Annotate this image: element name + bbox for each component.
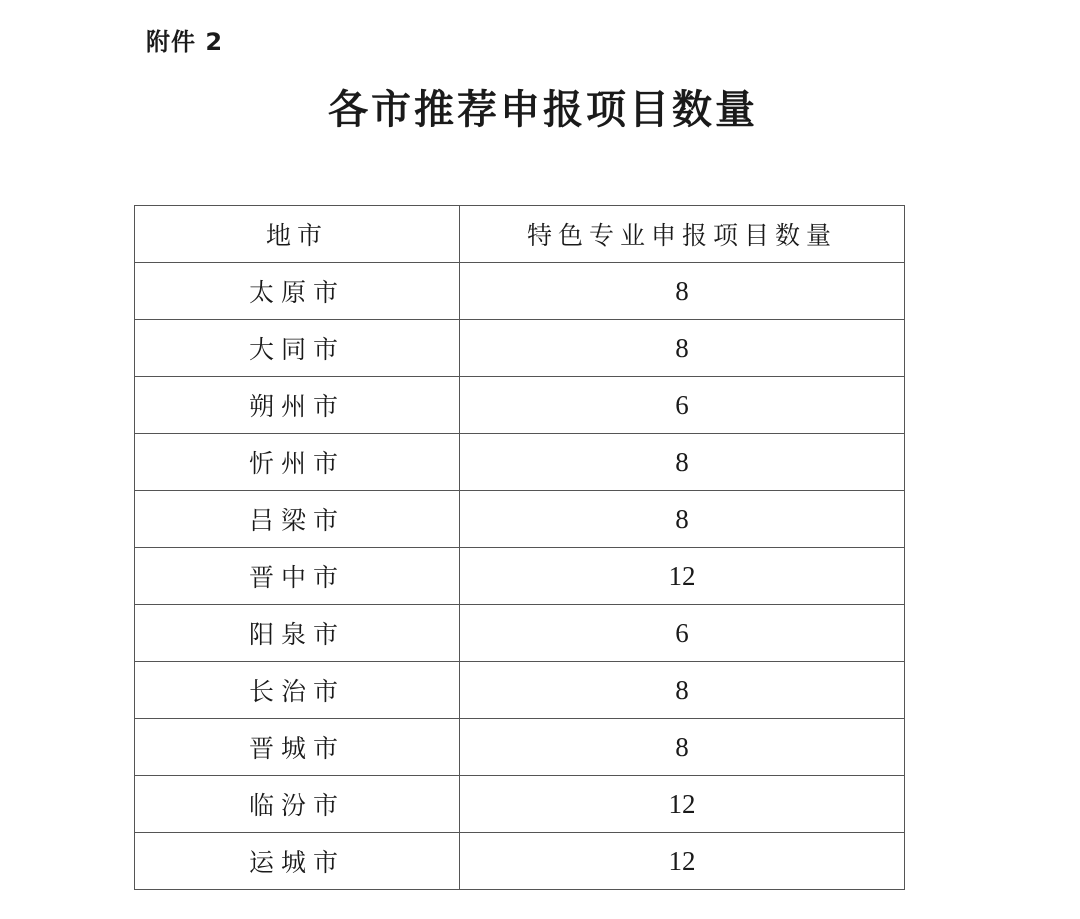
count-cell: 8 — [460, 263, 905, 320]
count-cell: 8 — [460, 719, 905, 776]
city-cell: 忻州市 — [135, 434, 460, 491]
table-row — [135, 377, 905, 434]
table-row — [135, 263, 905, 320]
count-cell: 6 — [460, 377, 905, 434]
city-cell: 太原市 — [135, 263, 460, 320]
city-cell: 阳泉市 — [135, 605, 460, 662]
table-row — [135, 833, 905, 890]
city-cell: 临汾市 — [135, 776, 460, 833]
city-cell: 运城市 — [135, 833, 460, 890]
page-title: 各市推荐申报项目数量 — [328, 87, 758, 133]
count-cell: 8 — [460, 320, 905, 377]
table-row — [135, 434, 905, 491]
city-cell: 吕梁市 — [135, 491, 460, 548]
header-project-count: 特色专业申报项目数量 — [460, 206, 905, 263]
city-cell: 长治市 — [135, 662, 460, 719]
header-city: 地市 — [135, 206, 460, 263]
count-cell: 8 — [460, 491, 905, 548]
table-row — [135, 719, 905, 776]
count-cell: 8 — [460, 662, 905, 719]
attachment-label: 附件 2 — [146, 28, 224, 56]
count-cell: 12 — [460, 548, 905, 605]
projects-table — [134, 205, 905, 890]
table-header-row — [135, 206, 905, 263]
city-cell: 晋城市 — [135, 719, 460, 776]
table-row — [135, 320, 905, 377]
count-cell: 12 — [460, 776, 905, 833]
table-row — [135, 605, 905, 662]
table-row — [135, 548, 905, 605]
table-row — [135, 491, 905, 548]
count-cell: 8 — [460, 434, 905, 491]
count-cell: 6 — [460, 605, 905, 662]
table-row — [135, 776, 905, 833]
table-row — [135, 662, 905, 719]
city-cell: 大同市 — [135, 320, 460, 377]
count-cell: 12 — [460, 833, 905, 890]
city-cell: 朔州市 — [135, 377, 460, 434]
city-cell: 晋中市 — [135, 548, 460, 605]
